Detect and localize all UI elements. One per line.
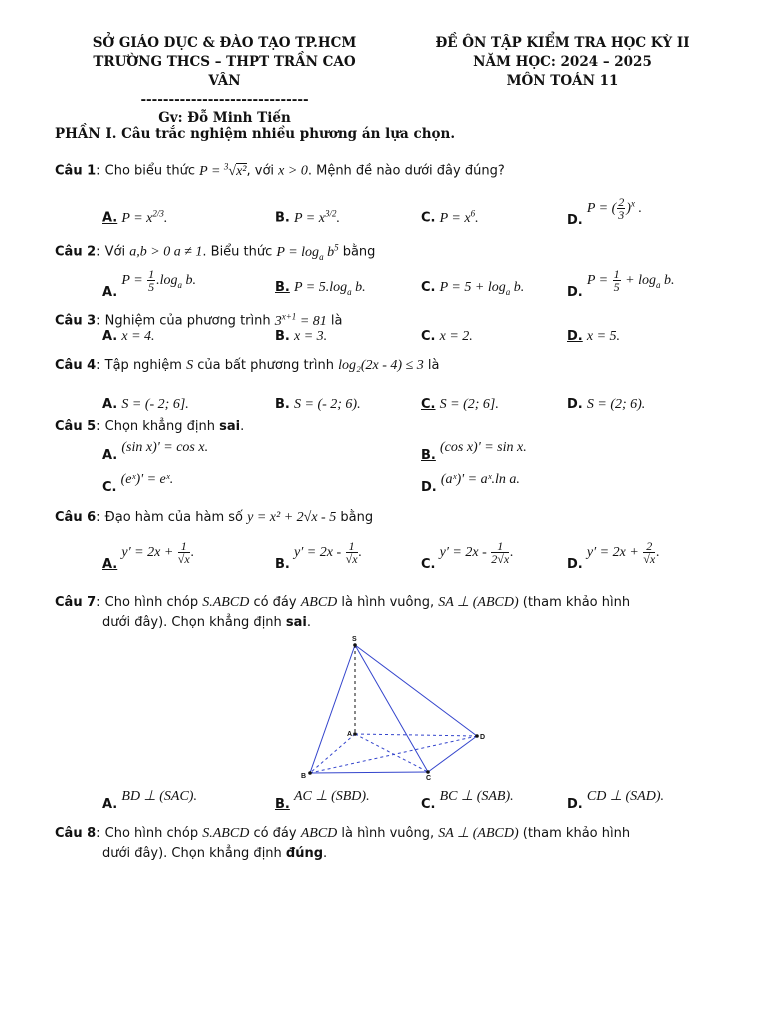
question-label: Câu 8 [55,826,97,841]
edge-bc [310,772,428,773]
option-3c[interactable]: C. x = 2. [421,329,473,344]
department-name: SỞ GIÁO DỤC & ĐÀO TẠO TP.HCM [92,35,357,51]
point-label-d: D [480,734,486,741]
option-3d[interactable]: D. x = 5. [567,329,621,344]
question-label: Câu 6 [55,510,97,525]
option-2b[interactable]: B. $P = 5.\log_a$ b. [275,280,366,297]
question-8-line2: dưới đây). Chọn khẳng định đúng. [102,846,328,861]
option-2c[interactable]: C. $P = 5 + \log_a b$. [421,280,525,297]
expression: log₂(2x - 4) ≤ 3 [338,358,424,373]
option-6a[interactable]: A. y′ = 2x + $\frac{1}{√x}$ . [102,539,195,572]
option-6d[interactable]: D. y′ = 2x + $\frac{2}{√x}$ . [567,539,660,572]
question-7: Câu 7: Cho hình chóp S.ABCD có đáy ABCD là hình vuông, SA ⊥ (ABCD) (tham khảo hình [55,595,631,610]
edge-ad [355,734,477,736]
exam-header [405,34,720,91]
question-6: Câu 6: Đạo hàm của hàm số y = x² + 2√x - 5 bằng [55,510,374,525]
option-5b[interactable]: B. (cos x)' = sin x. [421,440,527,463]
question-label: Câu 1 [55,163,97,179]
question-3: Câu 3: Nghiệm của phương trình $3^{x+1} = 81$ là [55,311,343,329]
point-label-c: C [426,775,432,782]
option-7d[interactable]: D. CD ⊥ (SAD). [567,789,665,812]
question-2: Câu 2: Với a,b > 0 a ≠ 1. Biểu thức $P = \log_a b^5$ bằng [55,242,376,262]
teacher-name: Gv: Đỗ Minh Tiến [158,110,291,126]
option-3b[interactable]: B. x = 3. [275,329,328,344]
question-5: Câu 5: Chọn khẳng định sai. [55,419,245,434]
section-title: PHẦN I. Câu trắc nghiệm nhiều phương án lựa chọn. [55,126,456,142]
option-4a[interactable]: A. S = (- 2; 6]. [102,397,189,412]
condition: a,b > 0 a ≠ 1 [129,244,203,260]
header-divider: ------------------------------ [140,92,309,108]
question-4: Câu 4: Tập nghiệm S của bất phương trình log₂(2x - 4) ≤ 3 là [55,358,440,373]
expression: P = $^3$√x² [199,161,247,179]
expression: $P = \log_a b^5$ [276,242,339,262]
edge-sc [355,645,428,772]
edge-sd [355,645,477,736]
question-label: Câu 2 [55,244,97,260]
point-label-a: A [347,731,353,738]
expression: y = x² + 2√x - 5 [247,510,337,525]
option-1a[interactable]: A. $P = x^{2/3}$. [102,208,168,226]
school-header [52,34,397,110]
option-1c[interactable]: C. $P = x^6$. [421,208,479,226]
subject: MÔN TOÁN 11 [506,73,619,89]
expression: $3^{x+1} = 81$ [274,311,327,329]
edge-sb [310,645,355,773]
school-name-cont: VÂN [208,73,241,89]
option-1b[interactable]: B. $P = x^{3/2}$. [275,208,340,226]
option-5c[interactable]: C. (eˣ)' = eˣ. [102,472,174,495]
option-1d[interactable]: D. P = ( $\frac{2}{3}$ )$^x$ . [567,195,642,228]
question-label: Câu 5 [55,419,97,434]
condition: x > 0 [278,163,308,179]
question-label: Câu 3 [55,313,97,329]
option-7b[interactable]: B. AC ⊥ (SBD). [275,789,370,812]
pyramid-figure [295,632,495,782]
point-label-s: S [352,636,357,643]
question-1: Câu 1: Cho biểu thức P = $^3$√x², với x > 0. Mệnh đề nào dưới đây đúng? [55,161,505,179]
question-label: Câu 7 [55,595,97,610]
option-6b[interactable]: B. y′ = 2x - $\frac{1}{√x}$ . [275,539,363,572]
option-5a[interactable]: A. (sin x)' = cos x. [102,440,209,463]
option-2a[interactable]: A. P = $\frac{1}{5}$ $.\log_a$ b. [102,267,197,300]
option-5d[interactable]: D. (aˣ)' = aˣ.ln a. [421,472,520,495]
option-4c[interactable]: C. S = (2; 6]. [421,397,499,412]
question-8: Câu 8: Cho hình chóp S.ABCD có đáy ABCD là hình vuông, SA ⊥ (ABCD) (tham khảo hình [55,826,631,841]
school-year: NĂM HỌC: 2024 – 2025 [473,54,652,70]
point-label-b: B [301,773,307,780]
option-4d[interactable]: D. S = (2; 6). [567,397,646,412]
exam-title: ĐỀ ÔN TẬP KIỂM TRA HỌC KỲ II [435,35,690,51]
question-label: Câu 4 [55,358,97,373]
question-7-line2: dưới đây). Chọn khẳng định sai. [102,615,312,630]
option-7c[interactable]: C. BC ⊥ (SAB). [421,789,514,812]
option-7a[interactable]: A. BD ⊥ (SAC). [102,789,197,812]
option-3a[interactable]: A. x = 4. [102,329,155,344]
option-4b[interactable]: B. S = (- 2; 6). [275,397,361,412]
school-name: TRƯỜNG THCS – THPT TRẦN CAO [93,54,356,70]
option-6c[interactable]: C. y′ = 2x - $\frac{1}{2√x}$ . [421,539,514,572]
option-2d[interactable]: D. P = $\frac{1}{5}$ + $\log_a b$. [567,267,675,300]
